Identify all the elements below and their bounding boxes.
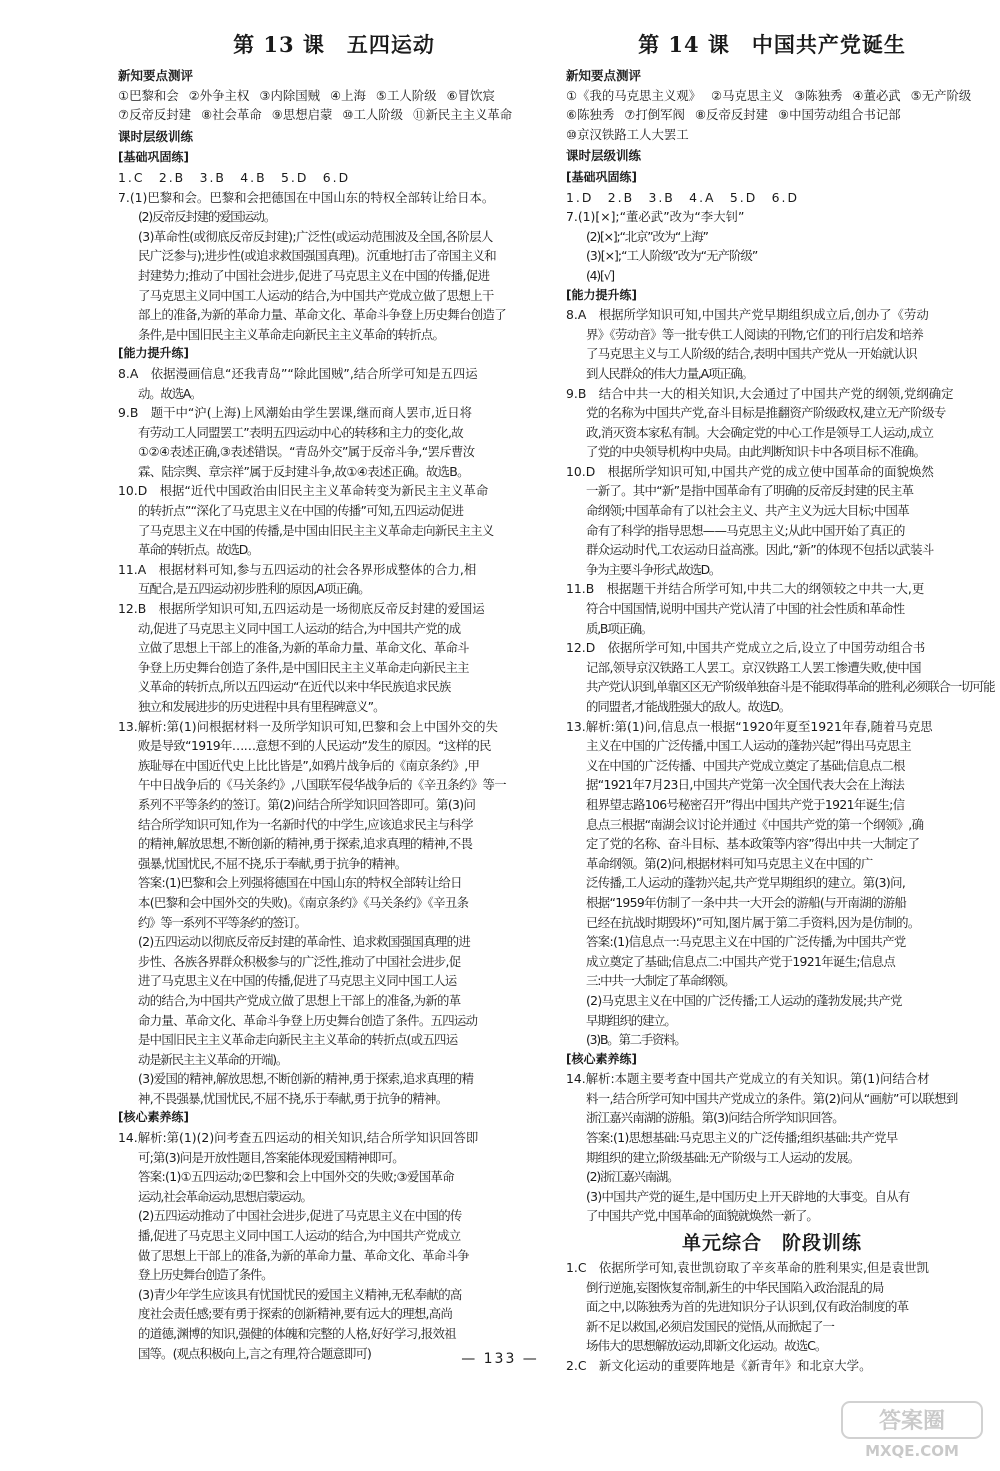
key-point-item: ⑥冒饮宸 xyxy=(446,87,495,103)
answer-line: 动。故选A。 xyxy=(138,385,202,401)
answer-line: 败是导致“1919年……意想不到的人民运动”发生的原因。“这样的民 xyxy=(138,738,491,754)
answer-line: 登上历史舞台创造了条件。 xyxy=(138,1267,273,1283)
answer-line: 命有了科学的指导思想——马克思主义;从此中国开始了真正的 xyxy=(586,522,905,538)
answer-line: 约》等一系列不平等条约的签订。 xyxy=(138,914,306,930)
answer-line: 了马克思主义在中国的传播,是中国由旧民主主义革命走向新民主主义 xyxy=(138,522,494,538)
key-point-item: ④董必武 xyxy=(852,87,901,103)
left-choice-answers: 1.C 2.B 3.B 4.B 5.D 6.D xyxy=(118,169,351,185)
right-subsection-basic: [基础巩固练] xyxy=(566,169,637,184)
answer-line: 封建势力;推动了中国社会进步,促进了马克思主义在中国的传播,促进 xyxy=(138,267,490,283)
answer-line: 播,促进了马克思主义同中国工人运动的结合,为中国共产党成立 xyxy=(138,1228,461,1244)
key-point-item: ②外争主权 xyxy=(188,87,250,103)
key-point-item: ④上海 xyxy=(330,87,366,103)
answer-line: (2)五四运动以彻底反帝反封建的革命性、追求救国强国真理的进 xyxy=(138,934,471,950)
watermark-logo xyxy=(838,1396,986,1462)
answer-line: 的同盟者,才能战胜强大的敌人。故选D。 xyxy=(586,699,791,714)
answer-line: (3)B。第二手资料。 xyxy=(586,1032,686,1048)
answer-line: 动的结合,为中国共产党成立做了思想上干部上的准备,为新的革 xyxy=(138,992,461,1008)
answer-line: 党的名称为中国共产党,奋斗目标是推翻资产阶级政权,建立无产阶级专 xyxy=(586,405,946,421)
answer-line: 料一,结合所学可知中国共产党成立的条件。第(2)问从“画舫”可以联想到 xyxy=(586,1090,958,1106)
subsection-heading: [核心素养练] xyxy=(566,1051,637,1066)
answer-line: 14.解析:第(1)(2)问考查五四运动的相关知识,结合所学知识回答即 xyxy=(118,1130,479,1146)
key-point-item: ⑦反帝反封建 xyxy=(118,107,192,123)
unit-review-title: 单元综合 阶段训练 xyxy=(681,1232,862,1255)
key-point-item: ⑤无产阶级 xyxy=(910,87,972,103)
answer-line: 民广泛参与);进步性(或追求救国强国真理)。沉重地打击了帝国主义和 xyxy=(138,248,497,264)
right-key-points-list xyxy=(566,86,978,145)
answer-line: (3)革命性(或彻底反帝反封建);广泛性(或运动范围波及全国,各阶层人 xyxy=(138,228,493,244)
answer-line: 浙江嘉兴南湖的游船。第(3)问结合所学知识回答。 xyxy=(586,1110,844,1126)
answer-line: 7.(1)巴黎和会。巴黎和会把德国在中国山东的特权全部转让给日本。 xyxy=(118,189,495,205)
answer-line: 义在中国的广泛传播、中国共产党成立奠定了基础;信息点二根 xyxy=(586,757,905,773)
answer-line: 是中国旧民主主义革命走向新民主主义革命的转折点(或五四运 xyxy=(138,1032,458,1048)
answer-line: 争登上历史舞台创造了条件,是中国旧民主主义革命走向新民主主 xyxy=(138,659,469,675)
answer-line: 界》《劳动音》等一批专供工人阅读的刊物,它们的刊行启发和培养 xyxy=(586,326,924,342)
answer-line: 进了马克思主义在中国的传播,促进了马克思主义同中国工人运 xyxy=(138,973,457,989)
answer-line: 系列不平等条约的签订。第(2)问结合所学知识回答即可。第(3)问 xyxy=(138,796,476,812)
answer-line: 国等。(观点积极向上,言之有理,符合题意即可) xyxy=(138,1345,371,1361)
key-point-item: ⑧社会革命 xyxy=(201,107,262,123)
answer-line: 的转折点”“深化了马克思主义在中国的传播”可知,五四运动促进 xyxy=(138,503,464,519)
subsection-heading: [能力提升练] xyxy=(566,287,637,302)
lesson-14-title: 第 14 课 中国共产党诞生 xyxy=(638,32,906,57)
answer-line: 1.C 依据所学可知,袁世凯窃取了辛亥革命的胜利果实,但是袁世凯 xyxy=(566,1260,929,1276)
answer-line: 质,B项正确。 xyxy=(586,620,652,636)
answer-line: 群众运动时代,工农运动日益高涨。因此,“新”的体现不包括以武装斗 xyxy=(586,542,934,558)
answer-line: 14.解析:本题主要考查中国共产党成立的有关知识。第(1)问结合材 xyxy=(566,1071,930,1087)
answer-line: 答案:(1)信息点一:马克思主义在中国的广泛传播,为中国共产党 xyxy=(586,934,906,950)
answer-line: 租界望志路106号秘密召开”得出中国共产党于1921年诞生;信 xyxy=(586,796,905,812)
answer-line: 了中国共产党,中国革命的面貌就焕然一新了。 xyxy=(586,1208,818,1224)
key-point-item: ③内除国贼 xyxy=(259,87,321,103)
left-section-training: 课时层级训练 xyxy=(118,128,194,144)
subsection-heading: [核心素养练] xyxy=(118,1110,189,1125)
answer-line: (3)青少年学生应该具有忧国忧民的爱国主义精神,无私奉献的高 xyxy=(138,1286,462,1302)
answer-line: 强暴,忧国忧民,不屈不挠,乐于奉献,勇于抗争的精神。 xyxy=(138,855,407,871)
answer-line: 有劳动工人同盟罢工”表明五四运动中心的转移和主力的变化,故 xyxy=(138,424,463,440)
answer-line: 运动,社会革命运动,思想启蒙运动。 xyxy=(138,1188,312,1204)
answer-line: 义革命的转折点,所以五四运动“在近代以来中华民族追求民族 xyxy=(138,679,451,695)
answer-line: 一新了。其中“新”是指中国革命有了明确的反帝反封建的民主革 xyxy=(586,483,914,499)
svg-text:答案圈: 答案圈 xyxy=(878,1409,946,1434)
answer-line: 13.解析:第(1)问根据材料一及所学知识可知,巴黎和会上中国外交的失 xyxy=(118,718,498,734)
right-section-training: 课时层级训练 xyxy=(566,148,642,164)
answer-line: 结合所学知识可知,作为一名新时代的中学生,应该追求民主与科学 xyxy=(138,816,473,832)
answer-line: (2)[×];“北京”改为“上海” xyxy=(586,228,708,244)
subsection-heading: [能力提升练] xyxy=(118,346,189,361)
answer-line: 革命的转折点。故选D。 xyxy=(138,542,259,558)
page-number: — 133 — xyxy=(461,1351,539,1367)
answer-line: 度社会责任感;要有勇于探索的创新精神,要有远大的理想,高尚 xyxy=(138,1306,453,1322)
key-point-item: ⑦打倒军阀 xyxy=(624,107,685,123)
answer-line: 条件,是中国旧民主主义革命走向新民主主义革命的转折点。 xyxy=(138,326,445,342)
answer-line: 了党的中央领导机构中央局。由此判断知识卡中各项目标不准确。 xyxy=(586,444,926,460)
answer-line: 据“1921年7月23日,中国共产党第一次全国代表大会在上海法 xyxy=(586,777,905,793)
key-point-item: ⑤工人阶级 xyxy=(375,87,437,103)
answer-line: 午中日战争后的《马关条约》,八国联军侵华战争后的《辛丑条约》等一 xyxy=(138,777,507,793)
answer-line: (2)反帝反封建的爱国运动。 xyxy=(138,209,276,225)
key-point-item: ⑨中国劳动组合书记部 xyxy=(778,107,901,123)
answer-line: 答案:(1)巴黎和会上列强将德国在中国山东的特权全部转让给日 xyxy=(138,875,462,891)
answer-line: 步性、各族各界群众积极参与的广泛性,推动了中国社会进步,促 xyxy=(138,953,461,969)
answer-line: 新不足以救国,必须启发国民的觉悟,从而掀起了一 xyxy=(586,1318,835,1334)
answer-line: (3)爱国的精神,解放思想,不断创新的精神,勇于探索,追求真理的精 xyxy=(138,1071,474,1087)
answer-line: (2)浙江嘉兴南湖。 xyxy=(586,1169,679,1185)
answer-line: 可;第(3)问是开放性题目,答案能体现爱国精神即可。 xyxy=(138,1149,404,1165)
answer-line: 霖、陆宗舆、章宗祥”属于反封建斗争,故①④表述正确。故选B。 xyxy=(138,463,469,479)
answer-line: 了马克思主义与工人阶级的结合,表明中国共产党从一开始就认识 xyxy=(586,346,917,362)
answer-line: 息点三根据“南湖会议讨论并通过《中国共产党的第一个纲领》,确 xyxy=(586,816,924,832)
answer-line: 9.B 题干中“沪(上海)上风潮始由学生罢课,继而商人罢市,近日将 xyxy=(118,405,473,421)
left-subsection-basic: [基础巩固练] xyxy=(118,150,189,165)
answer-line: 答案:(1)①五四运动;②巴黎和会上中国外交的失败;③爱国革命 xyxy=(138,1169,454,1185)
answer-line: 部上的准备,为新的革命力量、革命文化、革命斗争登上历史舞台创造了 xyxy=(138,307,507,323)
answer-line: 已经在抗战时期毁坏)”可知,图片属于第二手资料,因为是仿制的。 xyxy=(586,914,920,930)
answer-line: (2)马克思主义在中国的广泛传播;工人运动的蓬勃发展;共产党 xyxy=(586,992,902,1008)
answer-line: 本(巴黎和会中国外交的失败)。《南京条约》《马关条约》《辛丑条 xyxy=(138,894,469,910)
answer-line: (3)[×];“工人阶级”改为“无产阶级” xyxy=(586,248,758,264)
answer-line: 做了思想上干部上的准备,为新的革命力量、革命文化、革命斗争 xyxy=(138,1247,469,1263)
key-point-item: ②马克思主义 xyxy=(711,87,785,103)
answer-line: 面之中,以陈独秀为首的先进知识分子认识到,仅有政治制度的革 xyxy=(586,1299,909,1315)
answer-line: 根据“1959年仿制了一条中共一大开会的游船(与开南湖的游船 xyxy=(586,894,907,910)
right-column xyxy=(566,30,995,1376)
left-answer-body xyxy=(118,188,550,1364)
answer-line: 三:中共一大制定了革命纲领。 xyxy=(586,973,735,989)
lesson-13-title: 第 13 课 五四运动 xyxy=(233,32,435,57)
answer-line: 符合中国国情,说明中国共产党认清了中国的社会性质和革命性 xyxy=(586,601,905,617)
answer-line: 的道德,渊博的知识,强健的体魄和完整的人格,好好学习,报效祖 xyxy=(138,1326,456,1341)
answer-line: 共产党认识到,单靠区区无产阶级单独奋斗是不能取得革命的胜利,必须联合一切可能 xyxy=(586,679,995,695)
left-section-key-points: 新知要点测评 xyxy=(118,68,194,83)
answer-line: 命力量、革命文化、革命斗争登上历史舞台创造了条件。五四运动 xyxy=(138,1012,478,1028)
answer-line: ①②④表述正确,③表述错误。“青岛外交”属于反帝斗争,“罢斥曹汝 xyxy=(138,444,475,460)
key-point-item: ①《我的马克思主义观》 xyxy=(566,87,702,103)
answer-line: 的精神,解放思想,不断创新的精神,勇于探索,追求真理的精神,不畏 xyxy=(138,836,473,852)
left-column xyxy=(118,30,550,1363)
answer-line: 互配合,是五四运动初步胜利的原因,A项正确。 xyxy=(138,581,370,597)
key-point-item: ①巴黎和会 xyxy=(118,87,179,103)
answer-line: 7.(1)[×];“董必武”改为“李大钊” xyxy=(566,209,745,225)
right-answer-body xyxy=(566,207,995,1226)
answer-line: 独立和发展进步的历史进程中具有里程碑意义”。 xyxy=(138,699,385,714)
answer-line: 2.C 新文化运动的重要阵地是《新青年》和北京大学。 xyxy=(566,1358,872,1373)
answer-line: 革命纲领。第(2)问,根据材料可知马克思主义在中国的广 xyxy=(586,855,873,871)
key-point-item: ⑧反帝反封建 xyxy=(694,107,769,123)
left-key-points-list xyxy=(118,86,550,125)
answer-line: 9.B 结合中共一大的相关知识,大会通过了中国共产党的纲领,党纲确定 xyxy=(566,385,954,401)
answer-line: 泛传播,工人运动的蓬勃兴起,共产党早期组织的建立。第(3)问, xyxy=(586,875,906,891)
answer-line: 8.A 依据漫画信息“还我青岛”“除此国贼”,结合所学可知是五四运 xyxy=(118,365,478,381)
svg-text:MXQE.COM: MXQE.COM xyxy=(865,1442,959,1460)
key-point-item: ⑪新民主主义革命 xyxy=(413,107,513,123)
answer-line: 立做了思想上干部上的准备,为新的革命力量、革命文化、革命斗 xyxy=(138,640,469,656)
answer-line: 政,消灭资本家私有制。大会确定党的中心工作是领导工人运动,成立 xyxy=(586,424,934,440)
answer-line: 定了党的名称、奋斗目标、基本政策等内容”得出中共一大制定了 xyxy=(586,836,920,852)
answer-line: (4)[√] xyxy=(586,267,614,283)
answer-line: 期组织的建立;阶级基础:无产阶级与工人运动的发展。 xyxy=(586,1149,860,1165)
answer-line: 11.A 根据材料可知,参与五四运动的社会各界形成整体的合力,相 xyxy=(118,561,477,577)
answer-line: 到人民群众的伟大力量,A项正确。 xyxy=(586,365,753,381)
key-point-item: ⑩工人阶级 xyxy=(342,107,404,123)
answer-line: 答案:(1)思想基础:马克思主义的广泛传播;组织基础:共产党早 xyxy=(586,1130,898,1146)
answer-line: 10.D 根据“近代中国政治由旧民主主义革命转变为新民主主义革命 xyxy=(118,483,489,499)
answer-line: 主义在中国的广泛传播,中国工人运动的蓬勃兴起”得出马克思主 xyxy=(586,738,911,754)
answer-line: (2)五四运动推动了中国社会进步,促进了马克思主义在中国的传 xyxy=(138,1208,462,1224)
answer-line: 命纲领;中国革命有了以社会主义、共产主义为远大目标;中国革 xyxy=(586,503,909,519)
right-section-key-points: 新知要点测评 xyxy=(566,68,642,83)
answer-line: 12.B 根据所学知识可知,五四运动是一场彻底反帝反封建的爱国运 xyxy=(118,601,485,617)
answer-line: 12.D 依据所学可知,中国共产党成立之后,设立了中国劳动组合书 xyxy=(566,640,926,656)
answer-line: 倒行逆施,妄图恢复帝制,新生的中华民国陷入政治混乱的局 xyxy=(586,1279,884,1295)
answer-line: 早期组织的建立。 xyxy=(586,1012,676,1028)
right-choice-answers: 1.D 2.B 3.B 4.A 5.D 6.D xyxy=(566,189,799,205)
key-point-item: ⑥陈独秀 xyxy=(566,107,615,123)
answer-line: 13.解析:第(1)问,信息点一根据“1920年夏至1921年春,随着马克思 xyxy=(566,718,933,734)
key-point-item: ⑨思想启蒙 xyxy=(271,107,333,123)
answer-line: 成立奠定了基础;信息点二:中国共产党于1921年诞生;信息点 xyxy=(586,953,896,969)
answer-line: 8.A 根据所学知识可知,中国共产党早期组织成立后,创办了《劳动 xyxy=(566,307,929,323)
answer-line: 10.D 根据所学知识可知,中国共产党的成立使中国革命的面貌焕然 xyxy=(566,463,934,479)
answer-line: 场伟大的思想解放运动,即新文化运动。故选C。 xyxy=(586,1338,827,1354)
key-point-item: ⑩京汉铁路工人大罢工 xyxy=(566,126,689,142)
answer-line: 争为主要斗争形式,故选D。 xyxy=(586,561,721,577)
answer-line: 动是新民主主义革命的开端)。 xyxy=(138,1051,288,1067)
answer-line: (3)中国共产党的诞生,是中国历史上开天辟地的大事变。自从有 xyxy=(586,1188,910,1204)
answer-line: 神,不畏强暴,忧国忧民,不屈不挠,乐于奉献,勇于抗争的精神。 xyxy=(138,1090,448,1106)
answer-line: 11.B 根据题干并结合所学可知,中共二大的纲领较之中共一大,更 xyxy=(566,581,925,597)
answer-line: 族耻辱在中国近代史上比比皆是”,如鸦片战争后的《南京条约》,甲 xyxy=(138,757,480,773)
key-point-item: ③陈独秀 xyxy=(794,87,843,103)
answer-line: 记部,领导京汉铁路工人罢工。京汉铁路工人罢工惨遭失败,使中国 xyxy=(586,659,921,675)
answer-line: 了马克思主义同中国工人运动的结合,为中国共产党成立做了思想上干 xyxy=(138,287,494,303)
answer-line: 动,促进了马克思主义同中国工人运动的结合,为中国共产党的成 xyxy=(138,620,461,636)
